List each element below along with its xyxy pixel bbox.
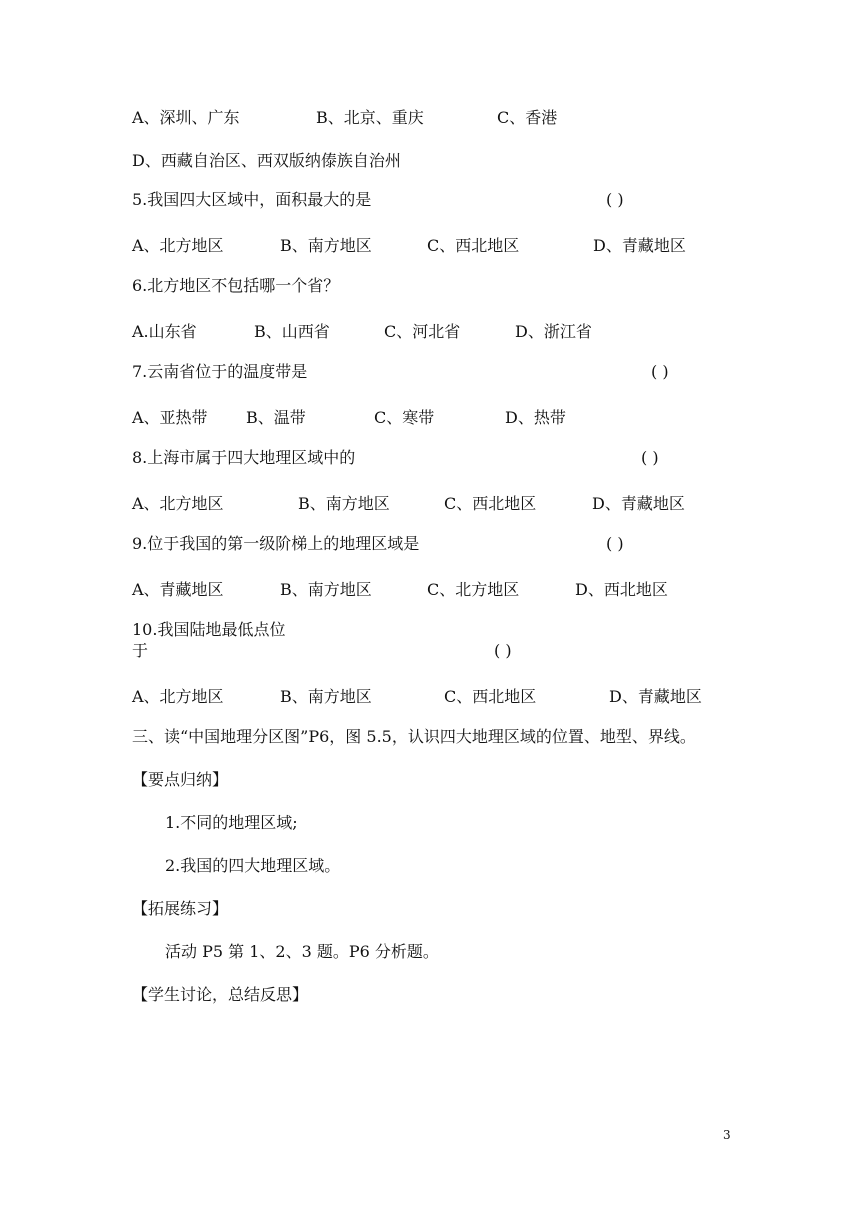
q7-option-c: C、寒带 — [374, 408, 435, 427]
q7-option-b: B、温带 — [246, 408, 306, 427]
q10-option-b: B、南方地区 — [280, 687, 372, 706]
section-3-instruction: 三、读“中国地理分区图”P6，图 5.5，认识四大地理区域的位置、地型、界线。 — [132, 727, 696, 746]
q5-answer-blank: ( ) — [606, 190, 624, 209]
q8-option-a: A、北方地区 — [132, 494, 224, 513]
q4-option-d: D、西藏自治区、西双版纳傣族自治州 — [132, 151, 401, 170]
q9-stem: 9.位于我国的第一级阶梯上的地理区域是 — [132, 534, 420, 553]
q6-option-d: D、浙江省 — [515, 322, 592, 341]
q10-option-a: A、北方地区 — [132, 687, 224, 706]
key-point-1: 1.不同的地理区域; — [165, 813, 298, 832]
q9-answer-blank: ( ) — [606, 534, 624, 553]
q7-option-a: A、亚热带 — [132, 408, 208, 427]
q9-option-d: D、西北地区 — [575, 580, 668, 599]
page-number: 3 — [723, 1128, 731, 1142]
q5-option-c: C、西北地区 — [427, 236, 520, 255]
q6-option-c: C、河北省 — [384, 322, 461, 341]
key-points-heading: 【要点归纳】 — [132, 770, 229, 789]
q10-option-c: C、西北地区 — [444, 687, 537, 706]
q8-option-b: B、南方地区 — [298, 494, 390, 513]
q6-stem: 6.北方地区不包括哪一个省？ — [132, 276, 340, 295]
extension-text: 活动 P5 第 1、2、3 题。P6 分析题。 — [165, 942, 439, 961]
q5-option-a: A、北方地区 — [132, 236, 224, 255]
discussion-heading: 【学生讨论，总结反思】 — [132, 985, 309, 1004]
q9-option-c: C、北方地区 — [427, 580, 520, 599]
q8-option-d: D、青藏地区 — [592, 494, 685, 513]
q10-stem-line2: 于 — [132, 641, 149, 660]
q9-option-b: B、南方地区 — [280, 580, 372, 599]
q4-option-c: C、香港 — [497, 108, 558, 127]
q8-answer-blank: ( ) — [641, 448, 659, 467]
q6-option-b: B、山西省 — [254, 322, 330, 341]
q10-answer-blank: ( ) — [494, 641, 512, 660]
q5-option-d: D、青藏地区 — [593, 236, 686, 255]
extension-heading: 【拓展练习】 — [132, 899, 229, 918]
q4-option-b: B、北京、重庆 — [316, 108, 424, 127]
q7-option-d: D、热带 — [505, 408, 566, 427]
q5-option-b: B、南方地区 — [280, 236, 372, 255]
q4-option-a: A、深圳、广东 — [132, 108, 240, 127]
q10-option-d: D、青藏地区 — [609, 687, 702, 706]
q5-stem: 5.我国四大区域中，面积最大的是 — [132, 190, 372, 209]
q8-stem: 8.上海市属于四大地理区域中的 — [132, 448, 356, 467]
q6-option-a: A.山东省 — [132, 322, 197, 341]
key-point-2: 2.我国的四大地理区域。 — [165, 856, 341, 875]
q7-answer-blank: ( ) — [651, 362, 669, 381]
q7-stem: 7.云南省位于的温度带是 — [132, 362, 308, 381]
q8-option-c: C、西北地区 — [444, 494, 537, 513]
q10-stem-line1: 10.我国陆地最低点位 — [132, 620, 286, 639]
q9-option-a: A、青藏地区 — [132, 580, 224, 599]
